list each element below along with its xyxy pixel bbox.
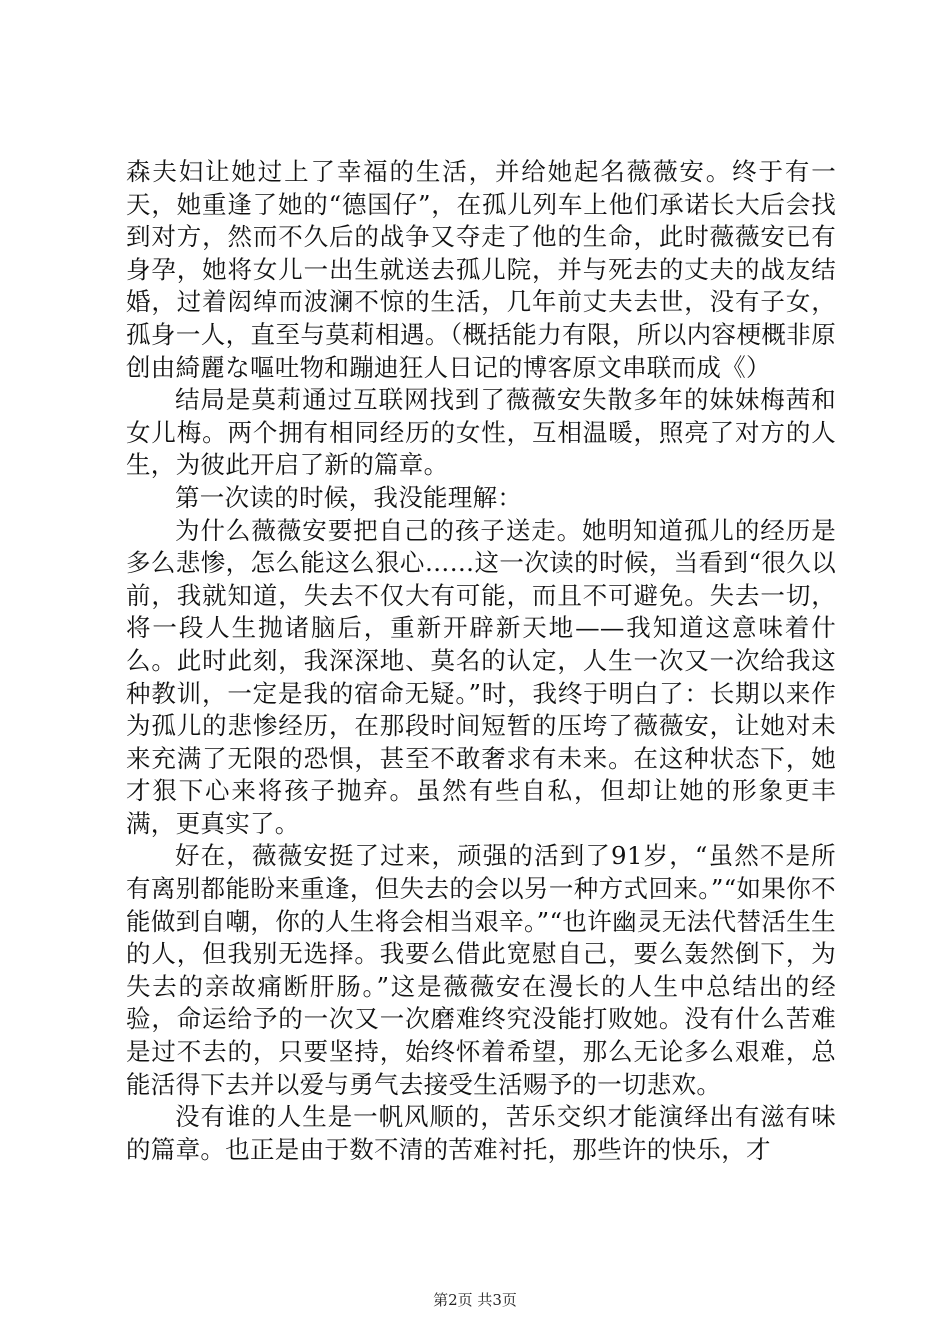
paragraph-resilience: 好在，薇薇安挺了过来，顽强的活到了91岁，“虽然不是所有离别都能盼来重逢，但失去的会以另一种方式回来。”“如果你不能做到自嘲，你的人生将会相当艰辛。”“也许幽灵无法代替活生生的人，但我别无选择。我要么借此宽慰自己，要么轰然倒下，为失去的亲故痛断肝肠。”这是薇薇安在漫长的人生中总结出的经验，命运给予的一次又一次磨难终究没能打败她。没有什么苦难是过不去的，只要坚持，始终怀着希望，那么无论多么艰难，总能活得下去并以爱与勇气去接受生活赐予的一切悲欢。 — [126, 841, 837, 1099]
paragraph-conclusion: 没有谁的人生是一帆风顺的，苦乐交织才能演绎出有滋有味的篇章。也正是由于数不清的苦难衬托，那些许的快乐，才 — [126, 1102, 836, 1164]
page-footer: 第2页 共3页 — [433, 1291, 517, 1309]
paragraph-first-reading: 第一次读的时候，我没能理解： — [175, 482, 523, 512]
paragraph-reflection: 为什么薇薇安要把自己的孩子送走。她明知道孤儿的经历是多么悲惨，怎么能这么狠心……这一次读的时候，当看到“很久以前，我就知道，失去不仅大有可能，而且不可避免。失去一切，将一段人生抛诸脑后，重新开辟新天地——我知道这意味着什么。此时此刻，我深深地、莫名的认定，人生一次又一次给我这种教训，一定是我的宿命无疑。”时，我终于明白了：长期以来作为孤儿的悲惨经历，在那段时间短暂的压垮了薇薇安，让她对未来充满了无限的恐惧，甚至不敢奢求有未来。在这种状态下，她才狠下心来将孩子抛弃。虽然有些自私，但却让她的形象更丰满，更真实了。 — [126, 515, 836, 838]
document-body — [126, 156, 836, 1166]
paragraph-ending: 结局是莫莉通过互联网找到了薇薇安失散多年的妹妹梅茜和女儿梅。两个拥有相同经历的女性，互相温暖，照亮了对方的人生，为彼此开启了新的篇章。 — [126, 385, 836, 480]
paragraph-continuation: 森夫妇让她过上了幸福的生活，并给她起名薇薇安。终于有一天，她重逢了她的“德国仔”，在孤儿列车上他们承诺长大后会找到对方，然而不久后的战争又夺走了他的生命，此时薇薇安已有身孕，她将女儿一出生就送去孤儿院，并与死去的丈夫的战友结婚，过着闳绰而波澜不惊的生活，几年前丈夫去世，没有子女，孤身一人，直至与莫莉相遇。（概括能力有限，所以内容梗概非原创由綺麗な嘔吐物和蹦迪狂人日记的博客原文串联而成《） — [126, 157, 836, 382]
